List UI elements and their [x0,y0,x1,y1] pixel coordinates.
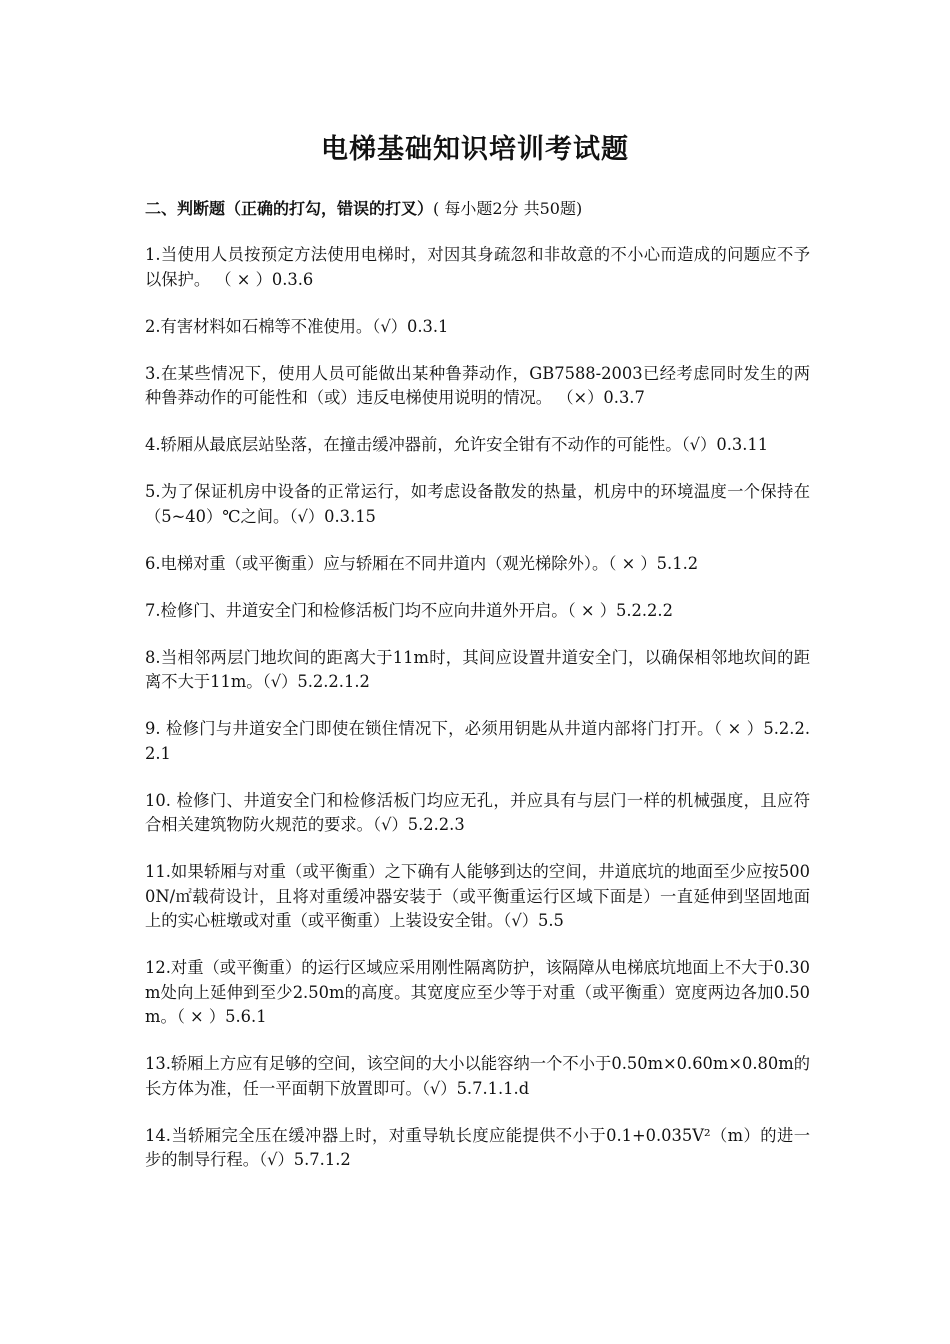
question-item: 5.为了保证机房中设备的正常运行，如考虑设备散发的热量，机房中的环境温度一个保持在（5~40）℃之间。（√）0.3.15 [145,482,810,526]
document-title: 电梯基础知识培训考试题 [321,134,629,165]
question-item: 8.当相邻两层门地坎间的距离大于11m时，其间应设置井道安全门，以确保相邻地坎间的距离不大于11m。（√）5.2.2.1.2 [145,647,810,691]
question-item: 12.对重（或平衡重）的运行区域应采用刚性隔离防护，该隔障从电梯底坑地面上不大于0.30m处向上延伸到至少2.50m的高度。其宽度应至少等于对重（或平衡重）宽度两边各加0.50m。（ × ）5.6.1 [145,958,810,1026]
question-item: 1.当使用人员按预定方法使用电梯时，对因其身疏忽和非故意的不小心而造成的问题应不予以保护。 （ × ）0.3.6 [145,245,810,289]
question-item: 13.轿厢上方应有足够的空间，该空间的大小以能容纳一个不小于0.50m×0.60m×0.80m的长方体为准，任一平面朝下放置即可。（√）5.7.1.1.d [145,1054,810,1098]
section-heading-text: 二、判断题（正确的打勾，错误的打叉） [145,199,434,218]
question-item: 11.如果轿厢与对重（或平衡重）之下确有人能够到达的空间，井道底坑的地面至少应按5000N/㎡载荷设计，且将对重缓冲器安装于（或平衡重运行区域下面是）一直延伸到坚固地面上的实心桩墩或对重（或平衡重）上装设安全钳。（√）5.5 [145,862,810,930]
question-item: 6.电梯对重（或平衡重）应与轿厢在不同井道内（观光梯除外）。（ × ）5.1.2 [145,553,699,573]
question-item: 14.当轿厢完全压在缓冲器上时，对重导轨长度应能提供不小于0.1+0.035V²（m）的进一步的制导行程。（√）5.7.1.2 [145,1125,810,1169]
question-list [145,243,810,1195]
question-item: 9. 检修门与井道安全门即使在锁住情况下，必须用钥匙从井道内部将门打开。（ × ）5.2.2.2.1 [145,719,810,763]
question-item: 4.轿厢从最底层站坠落，在撞击缓冲器前，允许安全钳有不动作的可能性。（√）0.3.11 [145,435,769,454]
question-item: 7.检修门、井道安全门和检修活板门均不应向井道外开启。（ × ）5.2.2.2 [145,600,673,620]
question-item: 2.有害材料如石棉等不准使用。（√）0.3.1 [145,316,449,336]
section-scoring-note: ( 每小题2分 共50题) [433,199,583,218]
section-heading [145,197,825,221]
question-item: 10. 检修门、井道安全门和检修活板门均应无孔，并应具有与层门一样的机械强度，且应符合相关建筑物防火规范的要求。（√）5.2.2.3 [145,790,810,834]
question-item: 3.在某些情况下，使用人员可能做出某种鲁莽动作，GB7588-2003已经考虑同时发生的两种鲁莽动作的可能性和（或）违反电梯使用说明的情况。 （×）0.3.7 [145,363,810,407]
